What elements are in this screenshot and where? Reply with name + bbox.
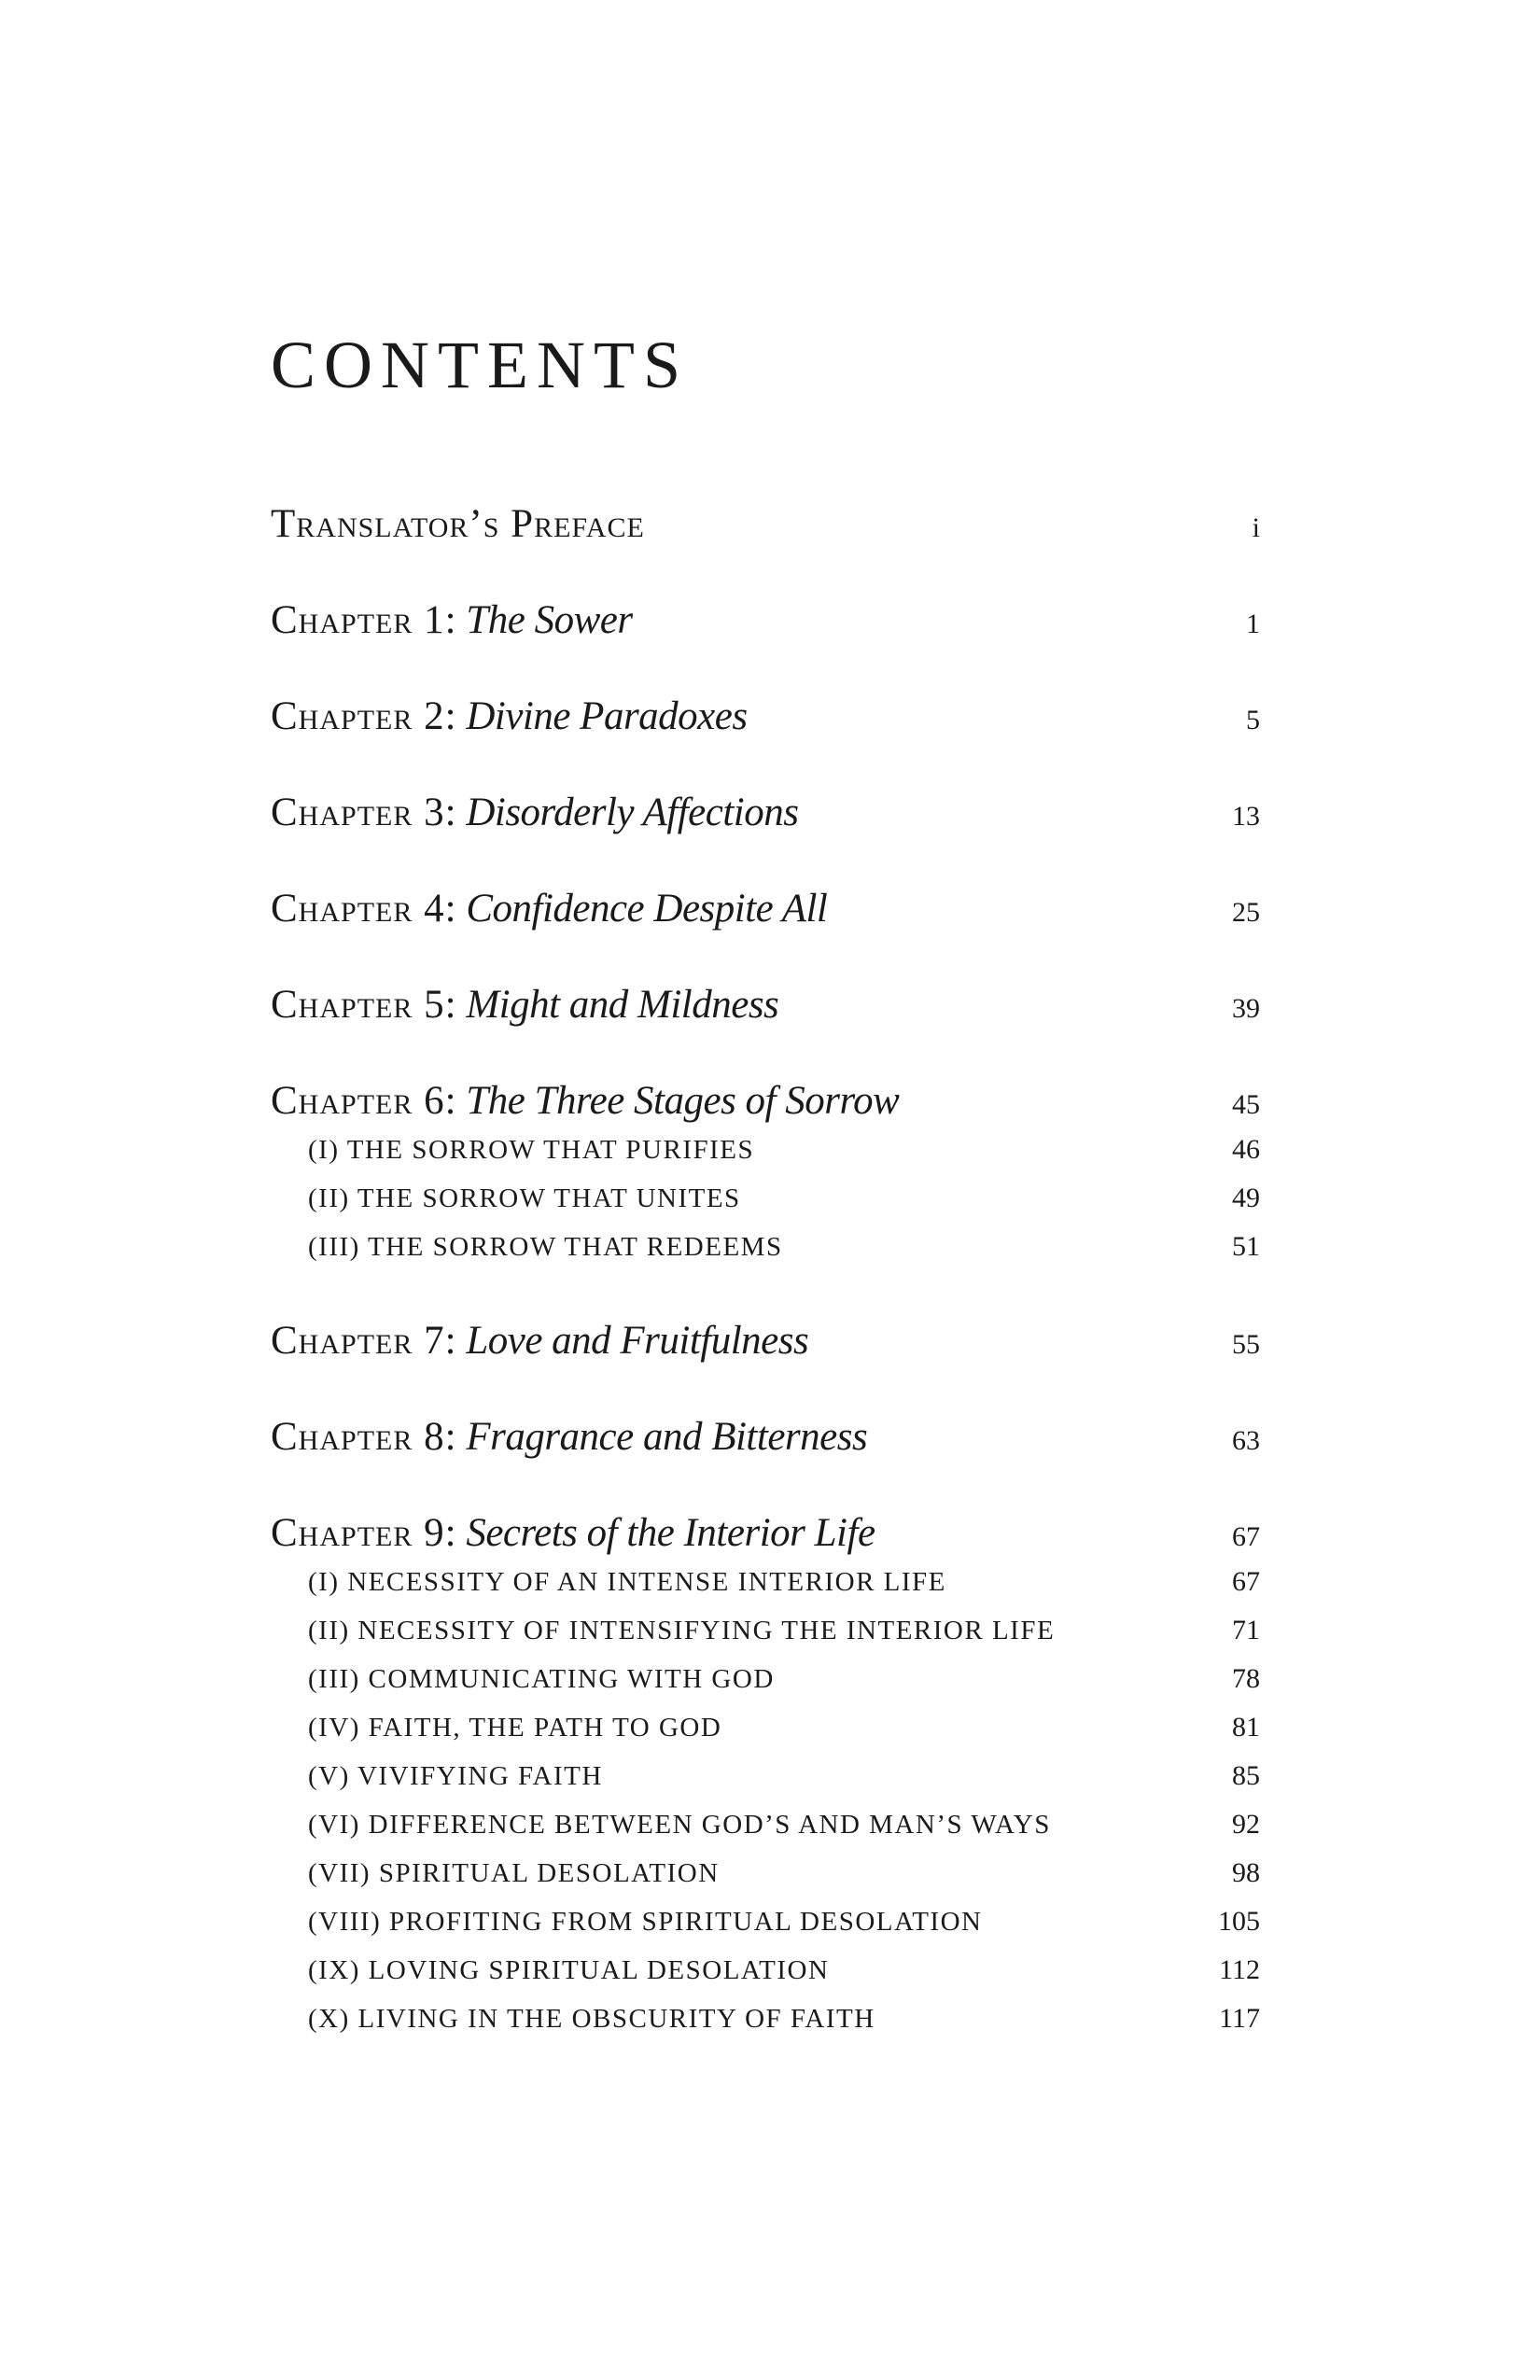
chapter-title: Secrets of the Interior Life	[466, 1511, 875, 1555]
chapter-separator: :	[444, 1079, 467, 1123]
chapter-title: Love and Fruitfulness	[466, 1319, 809, 1363]
toc-section-chapter-9[interactable]	[308, 1954, 1260, 1992]
chapter-separator: :	[444, 791, 467, 834]
chapter-separator: :	[444, 983, 467, 1027]
chapter-separator: :	[444, 887, 467, 931]
section-page-number: 85	[1232, 1760, 1260, 1791]
chapter-title: The Three Stages of Sorrow	[466, 1079, 900, 1123]
toc-entry-chapter-4[interactable]	[271, 886, 1260, 942]
section-page-number: 117	[1219, 2003, 1260, 2034]
section-page-number: 71	[1232, 1615, 1260, 1645]
toc-entry-chapter-5[interactable]	[271, 982, 1260, 1038]
section-page-number: 49	[1232, 1183, 1260, 1213]
chapter-label: Chapter 8	[271, 1415, 445, 1459]
toc-section-chapter-9[interactable]	[308, 1615, 1260, 1652]
section-page-number: 51	[1232, 1231, 1260, 1262]
entry-page-number: 25	[1232, 897, 1260, 928]
chapter-title: Fragrance and Bitterness	[466, 1415, 868, 1459]
section-page-number: 98	[1232, 1857, 1260, 1888]
chapter-label: Chapter 4	[271, 887, 445, 931]
chapter-label: Chapter 3	[271, 791, 445, 834]
entry-page-number: 63	[1232, 1425, 1260, 1456]
chapter-separator: :	[444, 1319, 467, 1363]
toc-section-chapter-9[interactable]	[308, 1809, 1260, 1846]
entry-page-number: 67	[1232, 1521, 1260, 1552]
page-title: CONTENTS	[271, 328, 689, 402]
section-title: (II) NECESSITY OF INTENSIFYING THE INTERIOR LIFE	[308, 1616, 1056, 1645]
chapter-label: Chapter 7	[271, 1319, 445, 1363]
section-page-number: 92	[1232, 1809, 1260, 1840]
toc-entry-chapter-8[interactable]	[271, 1414, 1260, 1470]
chapter-separator: :	[444, 694, 467, 738]
entry-page-number: 55	[1232, 1329, 1260, 1360]
toc-section-chapter-9[interactable]	[308, 1712, 1260, 1749]
toc-section-chapter-9[interactable]	[308, 1857, 1260, 1895]
toc-section-chapter-9[interactable]	[308, 1663, 1260, 1701]
toc-entry-chapter-6[interactable]	[271, 1078, 1260, 1134]
toc-entry-chapter-2[interactable]	[271, 693, 1260, 749]
chapter-title: Confidence Despite All	[466, 887, 828, 931]
entry-page-number: 45	[1232, 1089, 1260, 1120]
entry-page-number: 5	[1246, 705, 1260, 735]
toc-entry-chapter-1[interactable]	[271, 597, 1260, 653]
toc-section-chapter-9[interactable]	[308, 1566, 1260, 1603]
section-title: (X) LIVING IN THE OBSCURITY OF FAITH	[308, 2004, 875, 2034]
entry-page-number: 1	[1246, 609, 1260, 639]
section-page-number: 112	[1219, 1954, 1260, 1985]
chapter-title: Disorderly Affections	[466, 791, 799, 834]
toc-entry-preface[interactable]	[271, 501, 1260, 557]
chapter-separator: :	[444, 1415, 467, 1459]
toc-entry-chapter-3[interactable]	[271, 790, 1260, 846]
chapter-label: Chapter 5	[271, 983, 445, 1027]
toc-section-chapter-9[interactable]	[308, 1760, 1260, 1798]
toc-section-chapter-9[interactable]	[308, 2003, 1260, 2040]
entry-label: Translator’s Preface	[271, 502, 645, 546]
toc-section-chapter-6[interactable]	[308, 1134, 1260, 1171]
chapter-label: Chapter 6	[271, 1079, 445, 1123]
section-title: (VII) SPIRITUAL DESOLATION	[308, 1858, 720, 1888]
chapter-title: Might and Mildness	[466, 983, 779, 1027]
section-title: (I) NECESSITY OF AN INTENSE INTERIOR LIFE	[308, 1567, 946, 1597]
chapter-separator: :	[444, 1511, 467, 1555]
toc-section-chapter-6[interactable]	[308, 1231, 1260, 1268]
section-title: (VI) DIFFERENCE BETWEEN GOD’S AND MAN’S WAYS	[308, 1810, 1051, 1840]
section-page-number: 46	[1232, 1134, 1260, 1165]
section-title: (IX) LOVING SPIRITUAL DESOLATION	[308, 1955, 830, 1985]
section-title: (VIII) PROFITING FROM SPIRITUAL DESOLATION	[308, 1907, 983, 1937]
chapter-title: Divine Paradoxes	[466, 694, 748, 738]
section-title: (III) THE SORROW THAT REDEEMS	[308, 1232, 783, 1262]
section-page-number: 78	[1232, 1663, 1260, 1694]
section-title: (I) THE SORROW THAT PURIFIES	[308, 1135, 755, 1165]
section-page-number: 81	[1232, 1712, 1260, 1743]
section-title: (III) COMMUNICATING WITH GOD	[308, 1664, 775, 1694]
entry-page-number: 39	[1232, 993, 1260, 1024]
section-title: (IV) FAITH, THE PATH TO GOD	[308, 1713, 722, 1743]
chapter-label: Chapter 9	[271, 1511, 445, 1555]
entry-page-number: i	[1252, 512, 1260, 543]
chapter-label: Chapter 2	[271, 694, 445, 738]
chapter-title: The Sower	[466, 598, 633, 642]
section-page-number: 67	[1232, 1566, 1260, 1597]
chapter-separator: :	[444, 598, 467, 642]
section-page-number: 105	[1218, 1906, 1260, 1937]
toc-entry-chapter-9[interactable]	[271, 1510, 1260, 1566]
entry-page-number: 13	[1232, 801, 1260, 832]
chapter-label: Chapter 1	[271, 598, 445, 642]
toc-section-chapter-9[interactable]	[308, 1906, 1260, 1943]
section-title: (II) THE SORROW THAT UNITES	[308, 1183, 741, 1213]
section-title: (V) VIVIFYING FAITH	[308, 1761, 603, 1791]
toc-entry-chapter-7[interactable]	[271, 1318, 1260, 1374]
toc-section-chapter-6[interactable]	[308, 1183, 1260, 1220]
